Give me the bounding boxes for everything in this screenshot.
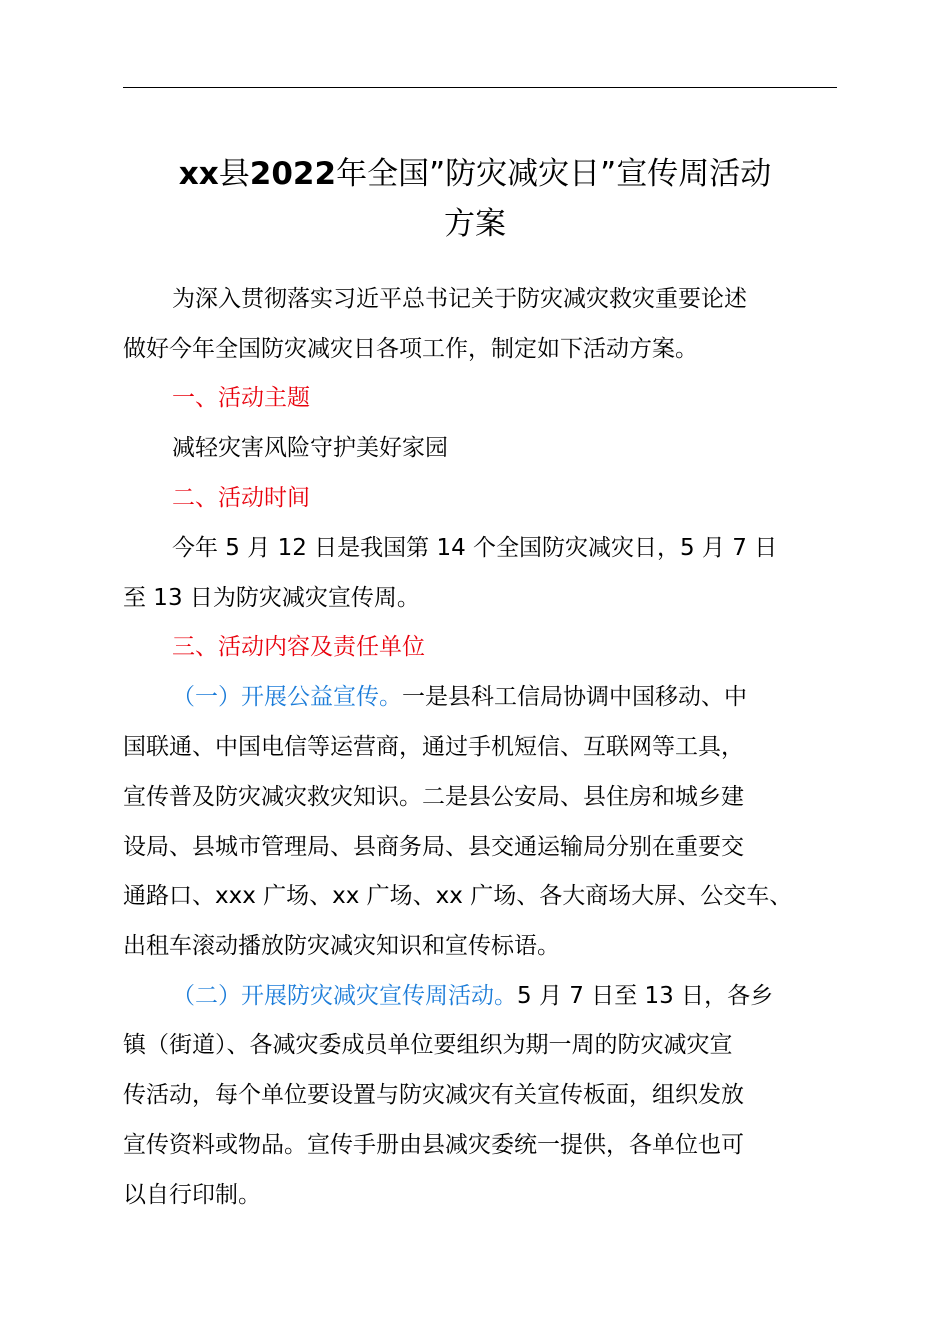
section1-heading: 一、活动主题 [172,385,310,411]
item1-line: 国联通、中国电信等运营商，通过手机短信、互联网等工具， [123,734,744,760]
header-rule [123,87,837,88]
title-prefix: xx [178,156,219,192]
item2-text: 5 月 7 日至 13 日，各乡 [517,983,774,1009]
title-part2: 年全国”防灾减灾日”宣传周活动 [336,156,772,192]
document-title [0,154,950,194]
item2-line: 镇（街道）、各减灾委成员单位要组织为期一周的防灾减灾宣 [123,1032,733,1058]
intro-line-2: 做好今年全国防灾减灾日各项工作，制定如下活动方案。 [123,336,698,362]
section2-line-1: 今年 5 月 12 日是我国第 14 个全国防灾减灾日，5 月 7 日 [172,535,778,561]
item2-line: 传活动，每个单位要设置与防灾减灾有关宣传板面，组织发放 [123,1082,744,1108]
section1-text: 减轻灾害风险守护美好家园 [172,435,448,461]
item1-text: 一是县科工信局协调中国移动、中 [402,684,747,710]
item2-label: （二）开展防灾减灾宣传周活动。 [172,983,517,1009]
section2-line-2: 至 13 日为防灾减灾宣传周。 [123,585,420,611]
item1-line: 出租车滚动播放防灾减灾知识和宣传标语。 [123,933,560,959]
section2-heading: 二、活动时间 [172,485,310,511]
item1-line: 设局、县城市管理局、县商务局、县交通运输局分别在重要交 [123,834,744,860]
intro-line-1: 为深入贯彻落实习近平总书记关于防灾减灾救灾重要论述 [172,286,747,312]
section3-heading: 三、活动内容及责任单位 [172,634,425,660]
item1-first-line [172,682,747,712]
item2-line: 宣传资料或物品。宣传手册由县减灾委统一提供，各单位也可 [123,1132,744,1158]
item1-line: 通路口、xxx 广场、xx 广场、xx 广场、各大商场大屏、公交车、 [123,883,793,909]
item2-first-line [172,981,773,1011]
title-year: 2022 [249,156,337,192]
item1-line: 宣传普及防灾减灾救灾知识。二是县公安局、县住房和城乡建 [123,784,744,810]
document-title-line2: 方案 [444,206,506,242]
item1-label: （一）开展公益宣传。 [172,684,402,710]
item2-line: 以自行印制。 [123,1182,261,1208]
title-part1: 县 [218,156,250,192]
